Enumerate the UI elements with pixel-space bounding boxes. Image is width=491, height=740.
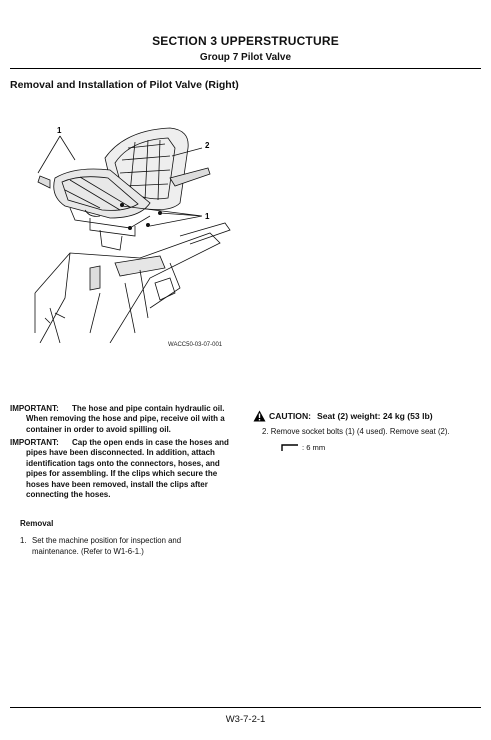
important-label: IMPORTANT: [10,404,59,413]
header-rule [10,68,481,69]
step-text: Set the machine position for inspection and maintenance. (Refer to W1-6-1.) [32,536,182,556]
removal-heading: Removal [20,519,54,528]
important-text: The hose and pipe contain hydraulic oil. When removing the hose and pipe, receive oil with a container in order to avoid spilling oil. [26,404,225,434]
step-text: Remove socket bolts (1) (4 used). Remove seat (2). [270,427,450,436]
callout-1-bottom: 1 [205,212,210,221]
tool-size: : 6 mm [302,443,326,452]
important-note-2 [10,438,242,500]
caution-label: CAUTION: [269,411,312,421]
caution-text: Seat (2) weight: 24 kg (53 lb) [317,411,433,421]
step-number: 1. [20,536,27,545]
tool-spec [281,443,325,452]
callout-1-top: 1 [57,126,62,135]
caution-note [253,410,473,422]
step-1 [20,536,230,557]
section-title: SECTION 3 UPPERSTRUCTURE [152,34,339,48]
seat-figure [30,118,250,343]
hex-wrench-icon [281,443,299,452]
important-text: Cap the open ends in case the hoses and pipes have been disconnected. In addition, attach identification tags onto the connectors, hoses, and pipes for assembling. If the clips which secure the hoses have been removed, install the clips after connecting the hoses. [26,438,229,500]
step-2 [262,427,477,438]
callout-2: 2 [205,141,210,150]
warning-triangle-icon [253,410,266,422]
important-label: IMPORTANT: [10,438,59,447]
page-number: W3-7-2-1 [225,714,266,725]
group-title: Group 7 Pilot Valve [199,52,292,63]
figure-code: WACC50-03-07-001 [168,342,223,348]
footer-rule [10,707,481,708]
procedure-title: Removal and Installation of Pilot Valve (Right) [10,79,239,91]
important-note-1 [10,404,242,435]
step-number: 2. [262,427,269,436]
